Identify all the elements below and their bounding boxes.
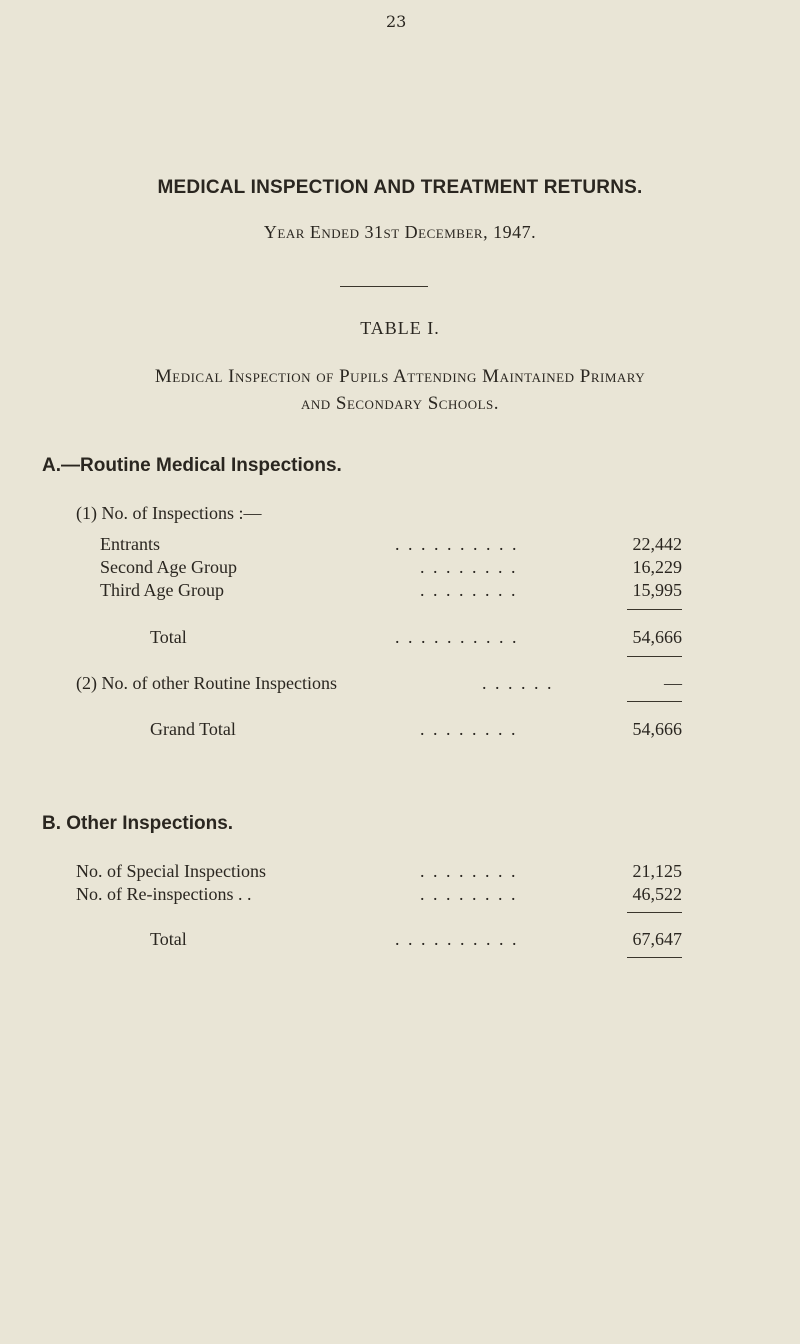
leader-dots: . . . . . . . . . . (395, 534, 519, 554)
row-value: — (664, 673, 682, 693)
section-b-total-rule (627, 957, 682, 958)
leader-dots: . . . . . . (482, 673, 554, 693)
row-value: 16,229 (632, 557, 682, 577)
row-value: 67,647 (632, 929, 682, 949)
grand-total-rule (627, 701, 682, 702)
row-value: 21,125 (632, 861, 682, 881)
table-description-line-1: Medical Inspection of Pupils Attending Maintained Primary (154, 366, 646, 387)
section-b-subtotal-rule (627, 912, 682, 913)
inspections-subheading: (1) No. of Inspections :— (76, 503, 262, 523)
row-value: 46,522 (632, 884, 682, 904)
leader-dots: . . . . . . . . (420, 580, 518, 600)
row-value: 54,666 (632, 719, 682, 739)
row-label: Total (150, 627, 187, 647)
row-label: No. of Re-inspections . . (76, 884, 252, 904)
document-title: MEDICAL INSPECTION AND TREATMENT RETURNS. (157, 177, 643, 198)
row-label: Total (150, 929, 187, 949)
leader-dots: . . . . . . . . (420, 861, 518, 881)
row-label: Entrants (100, 534, 160, 554)
row-value: 15,995 (632, 580, 682, 600)
table-title: TABLE I. (360, 318, 440, 338)
page-number: 23 (386, 12, 407, 31)
row-label: (2) No. of other Routine Inspections (76, 673, 337, 693)
row-label: No. of Special Inspections (76, 861, 266, 881)
table-description-line-2: and Secondary Schools. (300, 393, 500, 414)
subtotal-rule (627, 609, 682, 610)
row-value: 54,666 (632, 627, 682, 647)
leader-dots: . . . . . . . . . . (395, 929, 519, 949)
title-divider (340, 286, 428, 287)
section-a-heading: A.—Routine Medical Inspections. (42, 455, 342, 476)
total-rule (627, 656, 682, 657)
document-subtitle: Year Ended 31st December, 1947. (263, 222, 537, 242)
leader-dots: . . . . . . . . (420, 884, 518, 904)
row-label: Second Age Group (100, 557, 237, 577)
leader-dots: . . . . . . . . (420, 719, 518, 739)
leader-dots: . . . . . . . . . . (395, 627, 519, 647)
row-label: Grand Total (150, 719, 236, 739)
row-label: Third Age Group (100, 580, 224, 600)
section-b-heading: B. Other Inspections. (42, 813, 234, 834)
leader-dots: . . . . . . . . (420, 557, 518, 577)
row-value: 22,442 (632, 534, 682, 554)
